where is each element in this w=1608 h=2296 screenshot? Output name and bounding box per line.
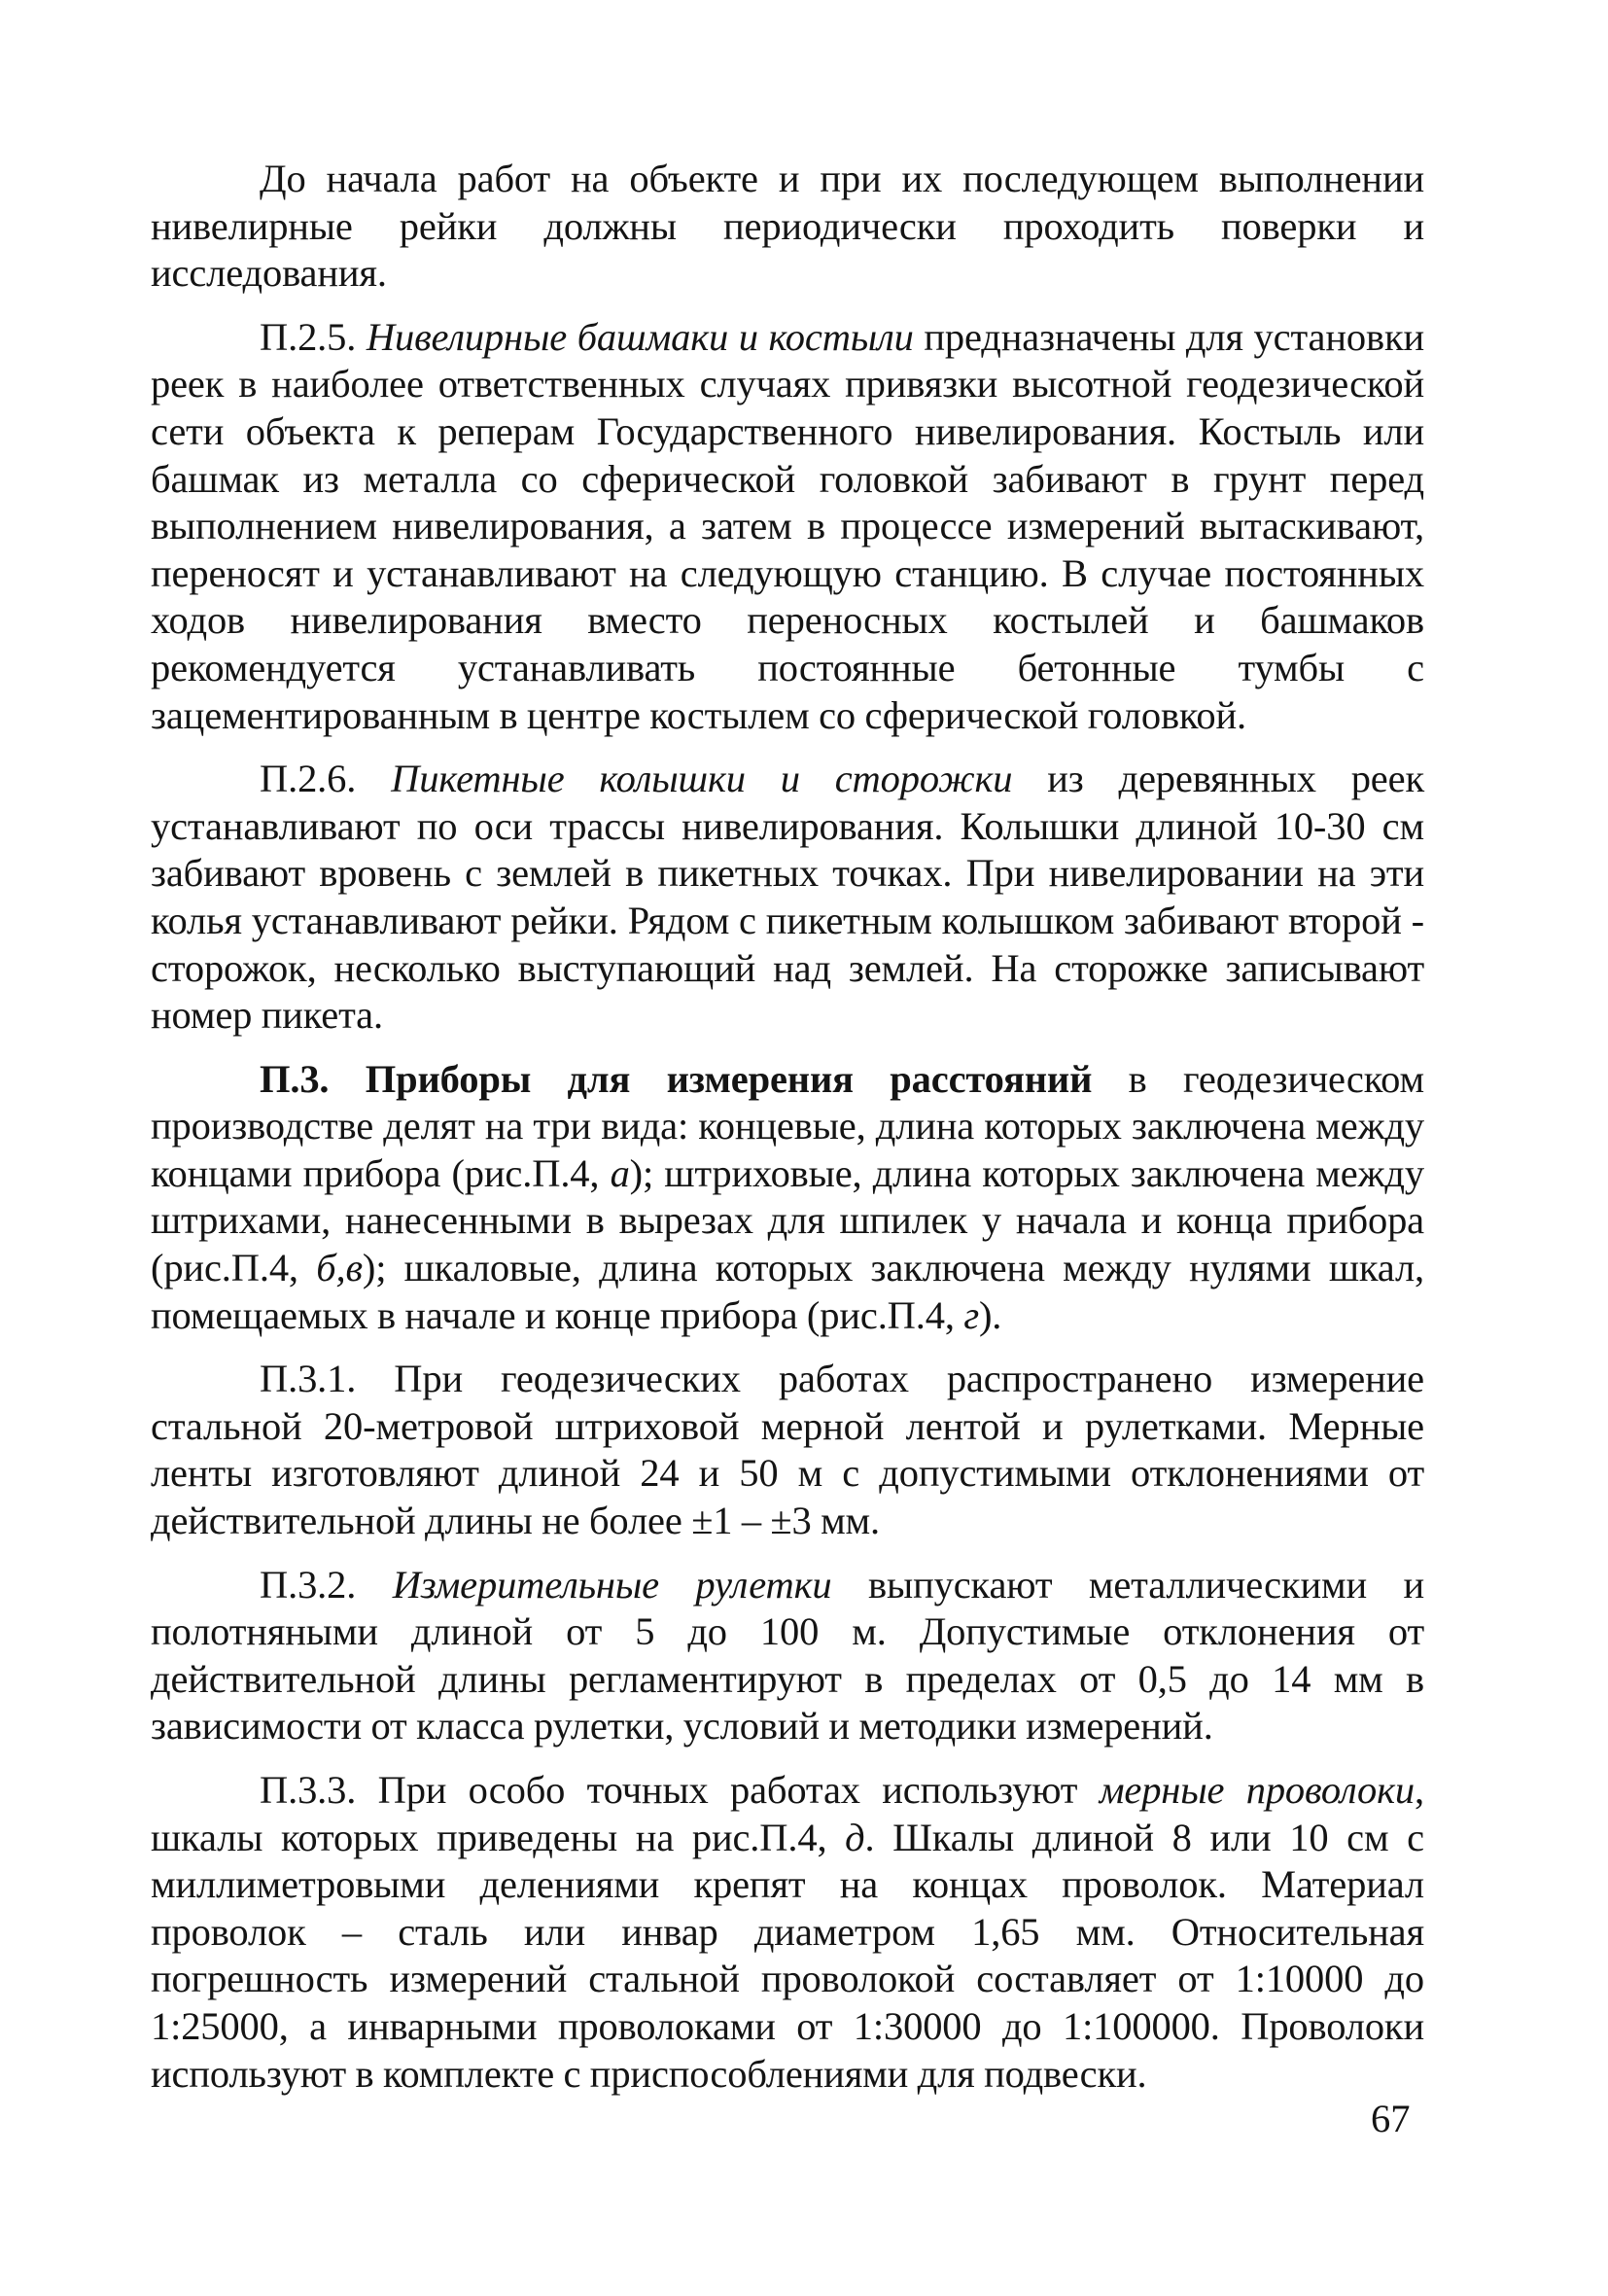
section-number: П.3.2. (260, 1562, 393, 1607)
paragraph-text: , шкалы которых приведены на рис.П.4, (151, 1768, 1424, 1859)
paragraph-measuring-wires (151, 1767, 1424, 2098)
figure-ref-italic: г (963, 1292, 979, 1337)
paragraph-text: выпускают металлическими и полотняными длиной от 5 до 100 м. Допустимые отклонения от действительной длины регламентируют в пределах от 0,5 до 14 мм в зависимости от класса рулетки, условий и методики измерений. (151, 1562, 1425, 1748)
paragraph-rail-inspection (151, 156, 1424, 298)
paragraph-text: из деревянных реек устанавливают по оси трассы нивелирования. Колышки длиной 10-30 см забивают вровень с землей в пикетных точках. При нивелировании на эти колья устанавливают рейки. Рядом с пикетным колышком забивают второй - сторожок, несколько выступающий над землей. На сторожке записывают номер пикета. (151, 757, 1424, 1038)
term-italic: мерные проволоки (1099, 1768, 1416, 1812)
paragraph-text: ); штриховые, длина которых заключена между штрихами, нанесенными в вырезах для шпилек у начала и конца прибора (рис.П.4, (151, 1150, 1424, 1290)
section-number: П.2.6. (260, 757, 392, 801)
term-italic: Нивелирные башмаки и костыли (366, 314, 914, 359)
paragraph-leveling-shoes (151, 314, 1424, 739)
paragraph-text: ). (978, 1292, 1002, 1337)
paragraph-distance-instruments (151, 1056, 1424, 1340)
paragraph-measuring-tape (151, 1356, 1424, 1544)
paragraph-text: П.3.1. При геодезических работах распространено измерение стальной 20-метровой штриховой мерной лентой и рулетками. Мерные ленты изготовляют длиной 24 и 50 м с допустимыми отклонениями от действительной длины не более ±1 – ±3 мм. (151, 1357, 1424, 1543)
section-number: П.2.5. (260, 314, 367, 359)
paragraph-picket-stakes (151, 756, 1424, 1040)
paragraph-text: в геодезическом производстве делят на три вида: концевые, длина которых заключена между концами прибора (рис.П.4, (151, 1056, 1424, 1195)
paragraph-text: П.3.3. При особо точных работах используют (260, 1768, 1100, 1812)
page-body (151, 156, 1424, 2114)
page-number: 67 (1371, 2097, 1411, 2140)
paragraph-text: предназначены для установки реек в наиболее ответственных случаях привязки высотной геодезической сети объекта к реперам Государственного нивелирования. Костыль или башмак из металла со сферической головкой забивают в грунт перед выполнением нивелирования, а затем в процессе измерений вытаскивают, переносят и устанавливают на следующую станцию. В случае постоянных ходов нивелирования вместо переносных костылей и башмаков рекомендуется устанавливать постоянные бетонные тумбы с зацементированным в центре костылем со сферической головкой. (151, 314, 1424, 737)
term-italic: Пикетные колышки и сторожки (391, 757, 1013, 801)
figure-ref-italic: б,в (316, 1246, 363, 1290)
figure-ref-italic: а (610, 1150, 630, 1195)
paragraph-text: ); шкаловые, длина которых заключена между нулями шкал, помещаемых в начале и конце прибора (рис.П.4, (151, 1246, 1424, 1337)
paragraph-text: До начала работ на объекте и при их последующем выполнении нивелирные рейки должны периодически проходить поверки и исследования. (151, 157, 1424, 296)
paragraph-text: . Шкалы длиной 8 или 10 см с миллиметровыми делениями крепят на концах проволок. Материал проволок – сталь или инвар диаметром 1,65 мм. Относительная погрешность измерений стальной проволокой составляет от 1:10000 до 1:25000, а инварными проволоками от 1:30000 до 1:100000. Проволоки используют в комплекте с приспособлениями для подвески. (151, 1815, 1424, 2096)
section-heading: П.3. Приборы для измерения расстояний (260, 1056, 1093, 1101)
figure-ref-italic: д (845, 1815, 865, 1859)
paragraph-measuring-roulettes (151, 1562, 1424, 1750)
term-italic: Измерительные рулетки (392, 1562, 832, 1607)
